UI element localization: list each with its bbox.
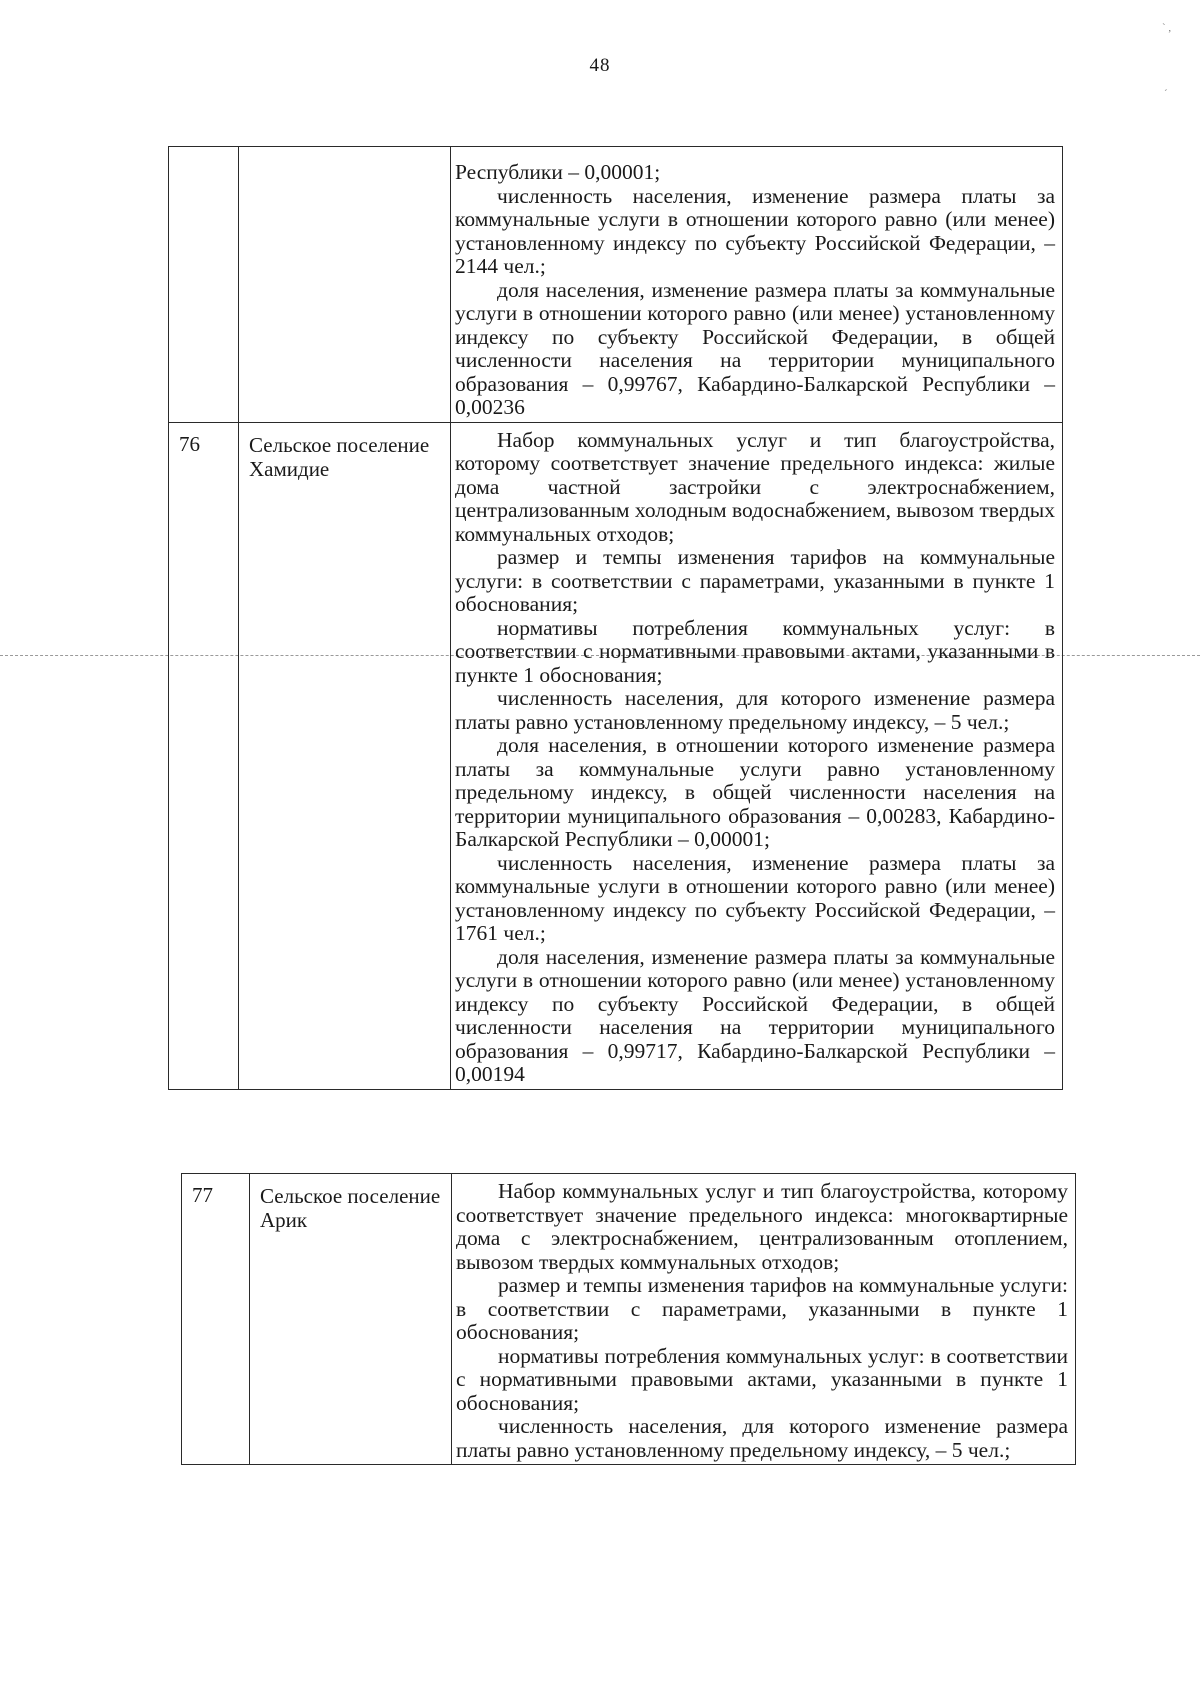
description-paragraph: доля населения, изменение размера платы за коммунальные услуги в отношении которого равно (или менее) установленному индексу по субъекту Российской Федерации, в общей численности населения на территории муниципального образования – 0,99767, Кабардино-Балкарской Республики – 0,00236 bbox=[455, 277, 1055, 419]
description-paragraph: Набор коммунальных услуг и тип благоустройства, которому соответствует значение предельного индекса: жилые дома частной застройки с электроснабжением, централизованным холодным водоснабжением, вывозом твердых коммунальных отходов; bbox=[455, 427, 1056, 546]
description-paragraph: численность населения, изменение размера платы за коммунальные услуги в отношении которого равно (или менее) установленному индексу по субъекту Российской Федерации, – 2144 чел.; bbox=[455, 183, 1055, 278]
page-number: 48 bbox=[589, 55, 611, 76]
row-number-cell bbox=[169, 147, 239, 423]
table-row-77 bbox=[182, 1174, 1076, 1465]
description-paragraph: численность населения, изменение размера платы за коммунальные услуги в отношении которого равно (или менее) установленному индексу по субъекту Российской Федерации, – 1761 чел.; bbox=[455, 850, 1055, 945]
description-paragraph: Набор коммунальных услуг и тип благоустройства, которому соответствует значение предельного индекса: многоквартирные дома с электроснабжением, централизованным отоплением, вывозом твердых коммунальных отходов; bbox=[456, 1179, 1068, 1274]
indicators-table-upper bbox=[168, 146, 1063, 1090]
description-paragraph: Республики – 0,00001; bbox=[455, 160, 661, 184]
description-paragraph: нормативы потребления коммунальных услуг: в соответствии с нормативными правовыми актами, указанными в пункте 1 обоснования; bbox=[455, 615, 1055, 687]
description-paragraph: доля населения, в отношении которого изменение размера платы за коммунальные услуги равно установленному предельному индексу, в общей численности населения на территории муниципального образования – 0,00283, Кабардино-Балкарской Республики – 0,00001; bbox=[455, 733, 1055, 851]
row-description-cell bbox=[452, 1174, 1076, 1465]
table-row-76 bbox=[169, 422, 1063, 1089]
row-description-cell bbox=[451, 422, 1063, 1089]
row-name-cell bbox=[239, 147, 451, 423]
row-name-cell: Сельское поселение Хамидие bbox=[239, 422, 451, 1089]
row-number-cell: 77 bbox=[182, 1174, 250, 1465]
description-paragraph: размер и темпы изменения тарифов на коммунальные услуги: в соответствии с параметрами, указанными в пункте 1 обоснования; bbox=[456, 1273, 1068, 1344]
row-description-cell bbox=[451, 147, 1063, 423]
description-paragraph: нормативы потребления коммунальных услуг: в соответствии с нормативными правовыми актами, указанными в пункте 1 обоснования; bbox=[456, 1343, 1068, 1415]
scan-artifact: ˊ bbox=[1164, 88, 1168, 100]
description-paragraph: доля населения, изменение размера платы за коммунальные услуги в отношении которого равно (или менее) установленному индексу по субъекту Российской Федерации, в общей численности населения на территории муниципального образования – 0,99717, Кабардино-Балкарской Республики – 0,00194 bbox=[455, 944, 1055, 1086]
row-name-cell: Сельское поселение Арик bbox=[250, 1174, 452, 1465]
description-paragraph: численность населения, для которого изменение размера платы равно установленному предельному индексу, – 5 чел.; bbox=[455, 686, 1055, 734]
indicators-table-lower bbox=[181, 1173, 1076, 1465]
row-number-cell: 76 bbox=[169, 422, 239, 1089]
table-row-continuation bbox=[169, 147, 1063, 423]
description-paragraph: численность населения, для которого изменение размера платы равно установленному предельному индексу, – 5 чел.; bbox=[456, 1414, 1068, 1462]
description-paragraph: размер и темпы изменения тарифов на коммунальные услуги: в соответствии с параметрами, указанными в пункте 1 обоснования; bbox=[455, 545, 1055, 616]
scan-artifact: ` , bbox=[1162, 22, 1172, 34]
